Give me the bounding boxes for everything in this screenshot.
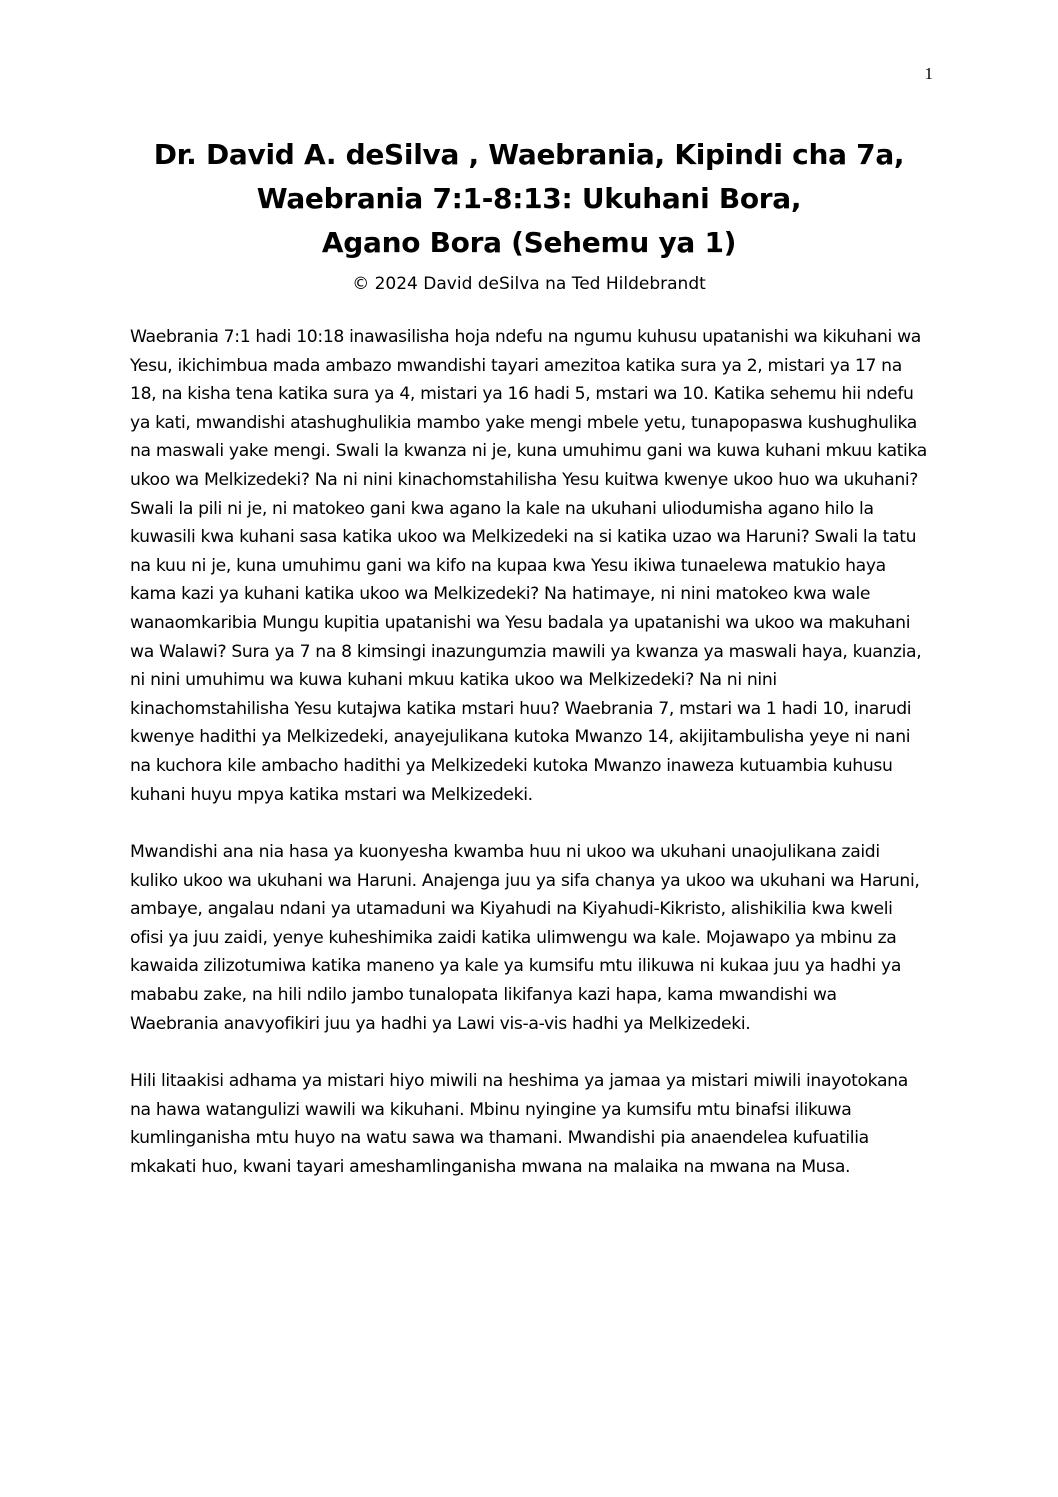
copyright-notice: © 2024 David deSilva na Ted Hildebrandt [352, 274, 706, 294]
paragraph-2: Mwandishi ana nia hasa ya kuonyesha kwamba huu ni ukoo wa ukuhani unaojulikana zaidi kuliko ukoo wa ukuhani wa Haruni. Anajenga juu ya sifa chanya ya ukoo wa ukuhani wa Haruni, ambaye, angalau ndani ya utamaduni wa Kiyahudi na Kiyahudi-Kikristo, alishikilia kwa kweli ofisi ya juu zaidi, yenye kuheshimika zaidi katika ulimwengu wa kale. Mojawapo ya mbinu za kawaida zilizotumiwa katika maneno ya kale ya kumsifu mtu ilikuwa ni kukaa juu ya hadhi ya mababu zake, na hili ndilo jambo tunalopata likifanya kazi hapa, kama mwandishi wa Waebrania anavyofikiri juu ya hadhi ya Lawi vis-a-vis hadhi ya Melkizedeki. [130, 842, 920, 1034]
paragraph-1: Waebrania 7:1 hadi 10:18 inawasilisha hoja ndefu na ngumu kuhusu upatanishi wa kikuhani wa Yesu, ikichimbua mada ambazo mwandishi tayari amezitoa katika sura ya 2, mistari ya 17 na 18, na kisha tena katika sura ya 4, mistari ya 16 hadi 5, mstari wa 10. Katika sehemu hii ndefu ya kati, mwandishi atashughulikia mambo yake mengi mbele yetu, tunapopaswa kushughulika na maswali yake mengi. Swali la kwanza ni je, kuna umuhimu gani wa kuwa kuhani mkuu katika ukoo wa Melkizedeki? Na ni nini kinachomstahilisha Yesu kuitwa kwenye ukoo huo wa ukuhani? Swali la pili ni je, ni matokeo gani kwa agano la kale na ukuhani uliodumisha agano hilo la kuwasili kwa kuhani sasa katika ukoo wa Melkizedeki na si katika uzao wa Haruni? Swali la tatu na kuu ni je, kuna umuhimu gani wa kifo na kupaa kwa Yesu ikiwa tunaelewa matukio haya kama kazi ya kuhani katika ukoo wa Melkizedeki? Na hatimaye, ni nini matokeo kwa wale wanaomkaribia Mungu kupitia upatanishi wa Yesu badala ya upatanishi wa ukoo wa makuhani wa Walawi? Sura ya 7 na 8 kimsingi inazungumzia mawili ya kwanza ya maswali haya, kuanzia, ni nini umuhimu wa kuwa kuhani mkuu katika ukoo wa Melkizedeki? Na ni nini kinachomstahilisha Yesu kutajwa katika mstari huu? Waebrania 7, mstari wa 1 hadi 10, inarudi kwenye hadithi ya Melkizedeki, anayejulikana kutoka Mwanzo 14, akijitambulisha yeye ni nani na kuchora kile ambacho hadithi ya Melkizedeki kutoka Mwanzo inaweza kutuambia kuhusu kuhani huyu mpya katika mstari wa Melkizedeki. [130, 327, 927, 805]
body-text [130, 323, 930, 1211]
document-title [100, 133, 958, 265]
paragraph-3: Hili litaakisi adhama ya mistari hiyo miwili na heshima ya jamaa ya mistari miwili inayotokana na hawa watangulizi wawili wa kikuhani. Mbinu nyingine ya kumsifu mtu binafsi ilikuwa kumlinganisha mtu huyo na watu sawa wa thamani. Mwandishi pia anaendelea kufuatilia mkakati huo, kwani tayari ameshamlinganisha mwana na malaika na mwana na Musa. [130, 1071, 908, 1178]
page-number: 1 [924, 64, 933, 83]
title-line-1: Dr. David A. deSilva , Waebrania, Kipindi cha 7a, [153, 138, 905, 171]
title-line-2: Waebrania 7:1-8:13: Ukuhani Bora, [256, 182, 802, 215]
title-line-3: Agano Bora (Sehemu ya 1) [321, 226, 737, 259]
